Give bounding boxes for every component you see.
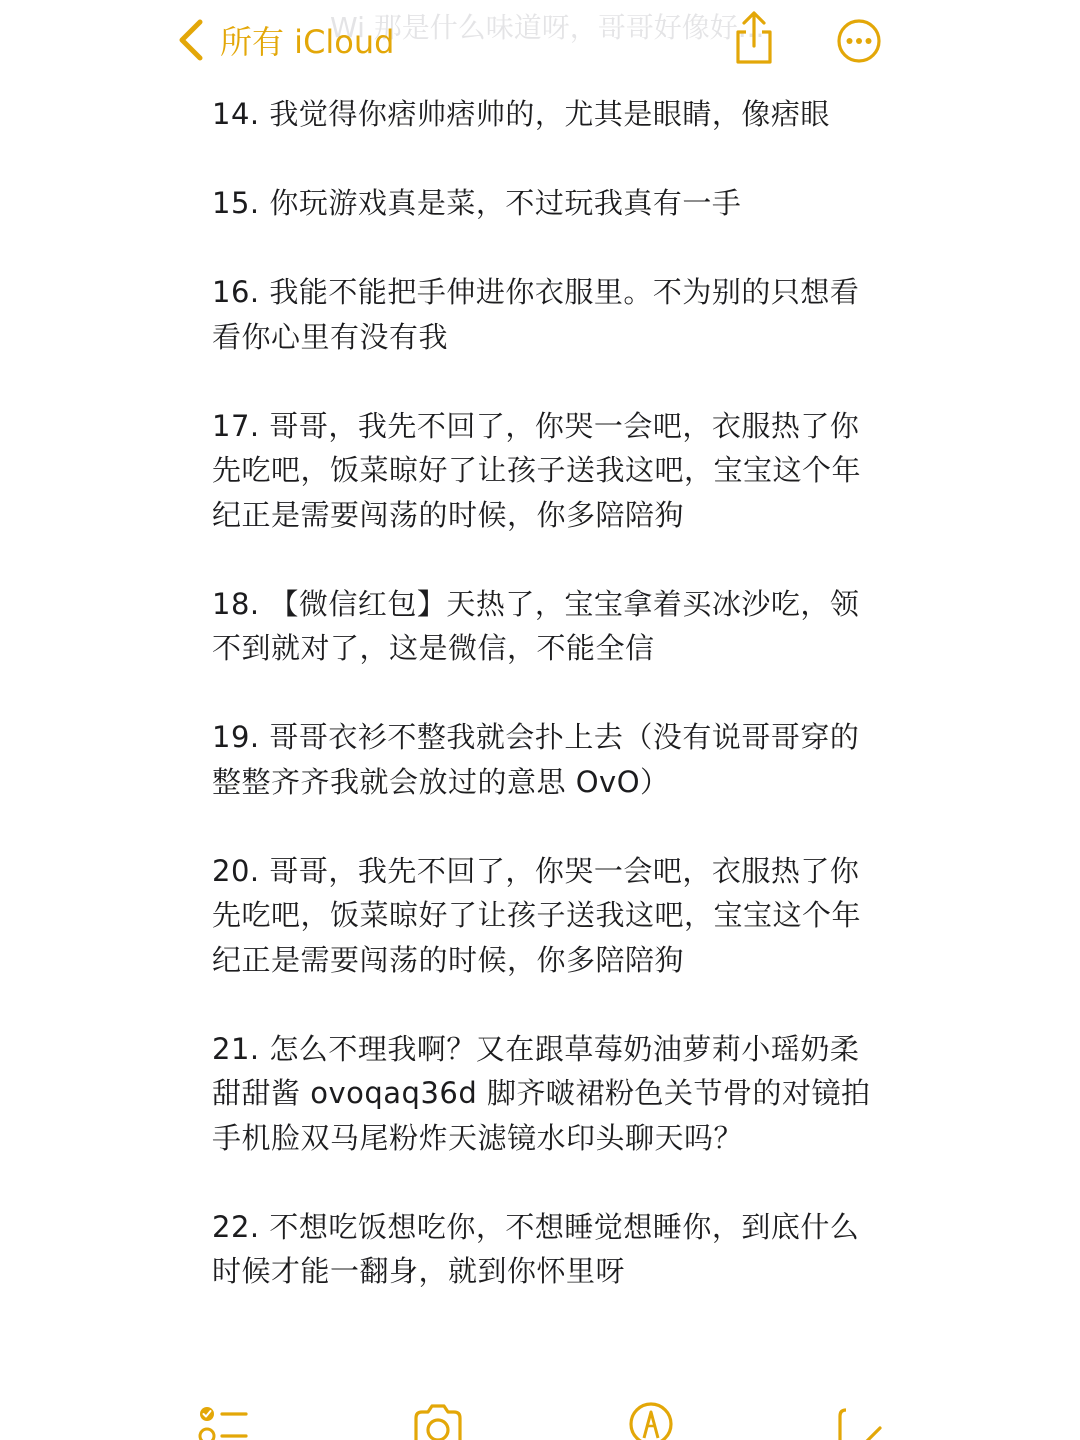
note-paragraph: 16. 我能不能把手伸进你衣服里。不为别的只想看看你心里有没有我 (212, 275, 860, 354)
back-button-label: 所有 iCloud (220, 23, 395, 61)
checklist-icon[interactable] (198, 1404, 250, 1440)
camera-icon[interactable] (410, 1404, 466, 1440)
note-paragraph: 18. 【微信红包】天热了，宝宝拿着买冰沙吃，领不到就对了，这是微信，不能全信 (212, 586, 860, 665)
bottom-toolbar (0, 1392, 1080, 1440)
note-paragraph: 22. 不想吃饭想吃你，不想睡觉想睡你，到底什么时候才能一翻身，就到你怀里呀 (212, 1209, 860, 1288)
compose-icon[interactable] (834, 1404, 884, 1440)
markup-pen-icon[interactable] (628, 1402, 674, 1440)
chevron-left-icon (176, 18, 206, 62)
share-icon[interactable] (730, 10, 778, 66)
note-paragraph: 21. 怎么不理我啊？又在跟草莓奶油萝莉小瑶奶柔甜甜酱 ovoqaq36d 脚齐啵裙粉色关节骨的对镜拍手机脸双马尾粉炸天滤镜水印头聊天吗？ (212, 1031, 871, 1155)
note-paragraph: 14. 我觉得你痞帅痞帅的，尤其是眼睛，像痞眼 (212, 97, 830, 131)
note-body[interactable] (212, 92, 872, 1338)
note-paragraph: 15. 你玩游戏真是菜，不过玩我真有一手 (212, 186, 742, 220)
scrolled-note-title: Wi 那是什么味道呀，哥哥好像好... (330, 11, 765, 44)
ellipsis-circle-icon[interactable] (836, 18, 882, 64)
note-paragraph: 19. 哥哥衣衫不整我就会扑上去（没有说哥哥穿的整整齐齐我就会放过的意思 OvO） (212, 720, 860, 799)
note-paragraph: 20. 哥哥，我先不回了，你哭一会吧，衣服热了你先吃吧，饭菜晾好了让孩子送我这吧，宝宝这个年纪正是需要闯荡的时候，你多陪陪狗 (212, 853, 862, 977)
navigation-bar (0, 0, 1080, 84)
back-button[interactable] (176, 16, 394, 64)
note-paragraph: 17. 哥哥，我先不回了，你哭一会吧，衣服热了你先吃吧，饭菜晾好了让孩子送我这吧，宝宝这个年纪正是需要闯荡的时候，你多陪陪狗 (212, 408, 862, 532)
